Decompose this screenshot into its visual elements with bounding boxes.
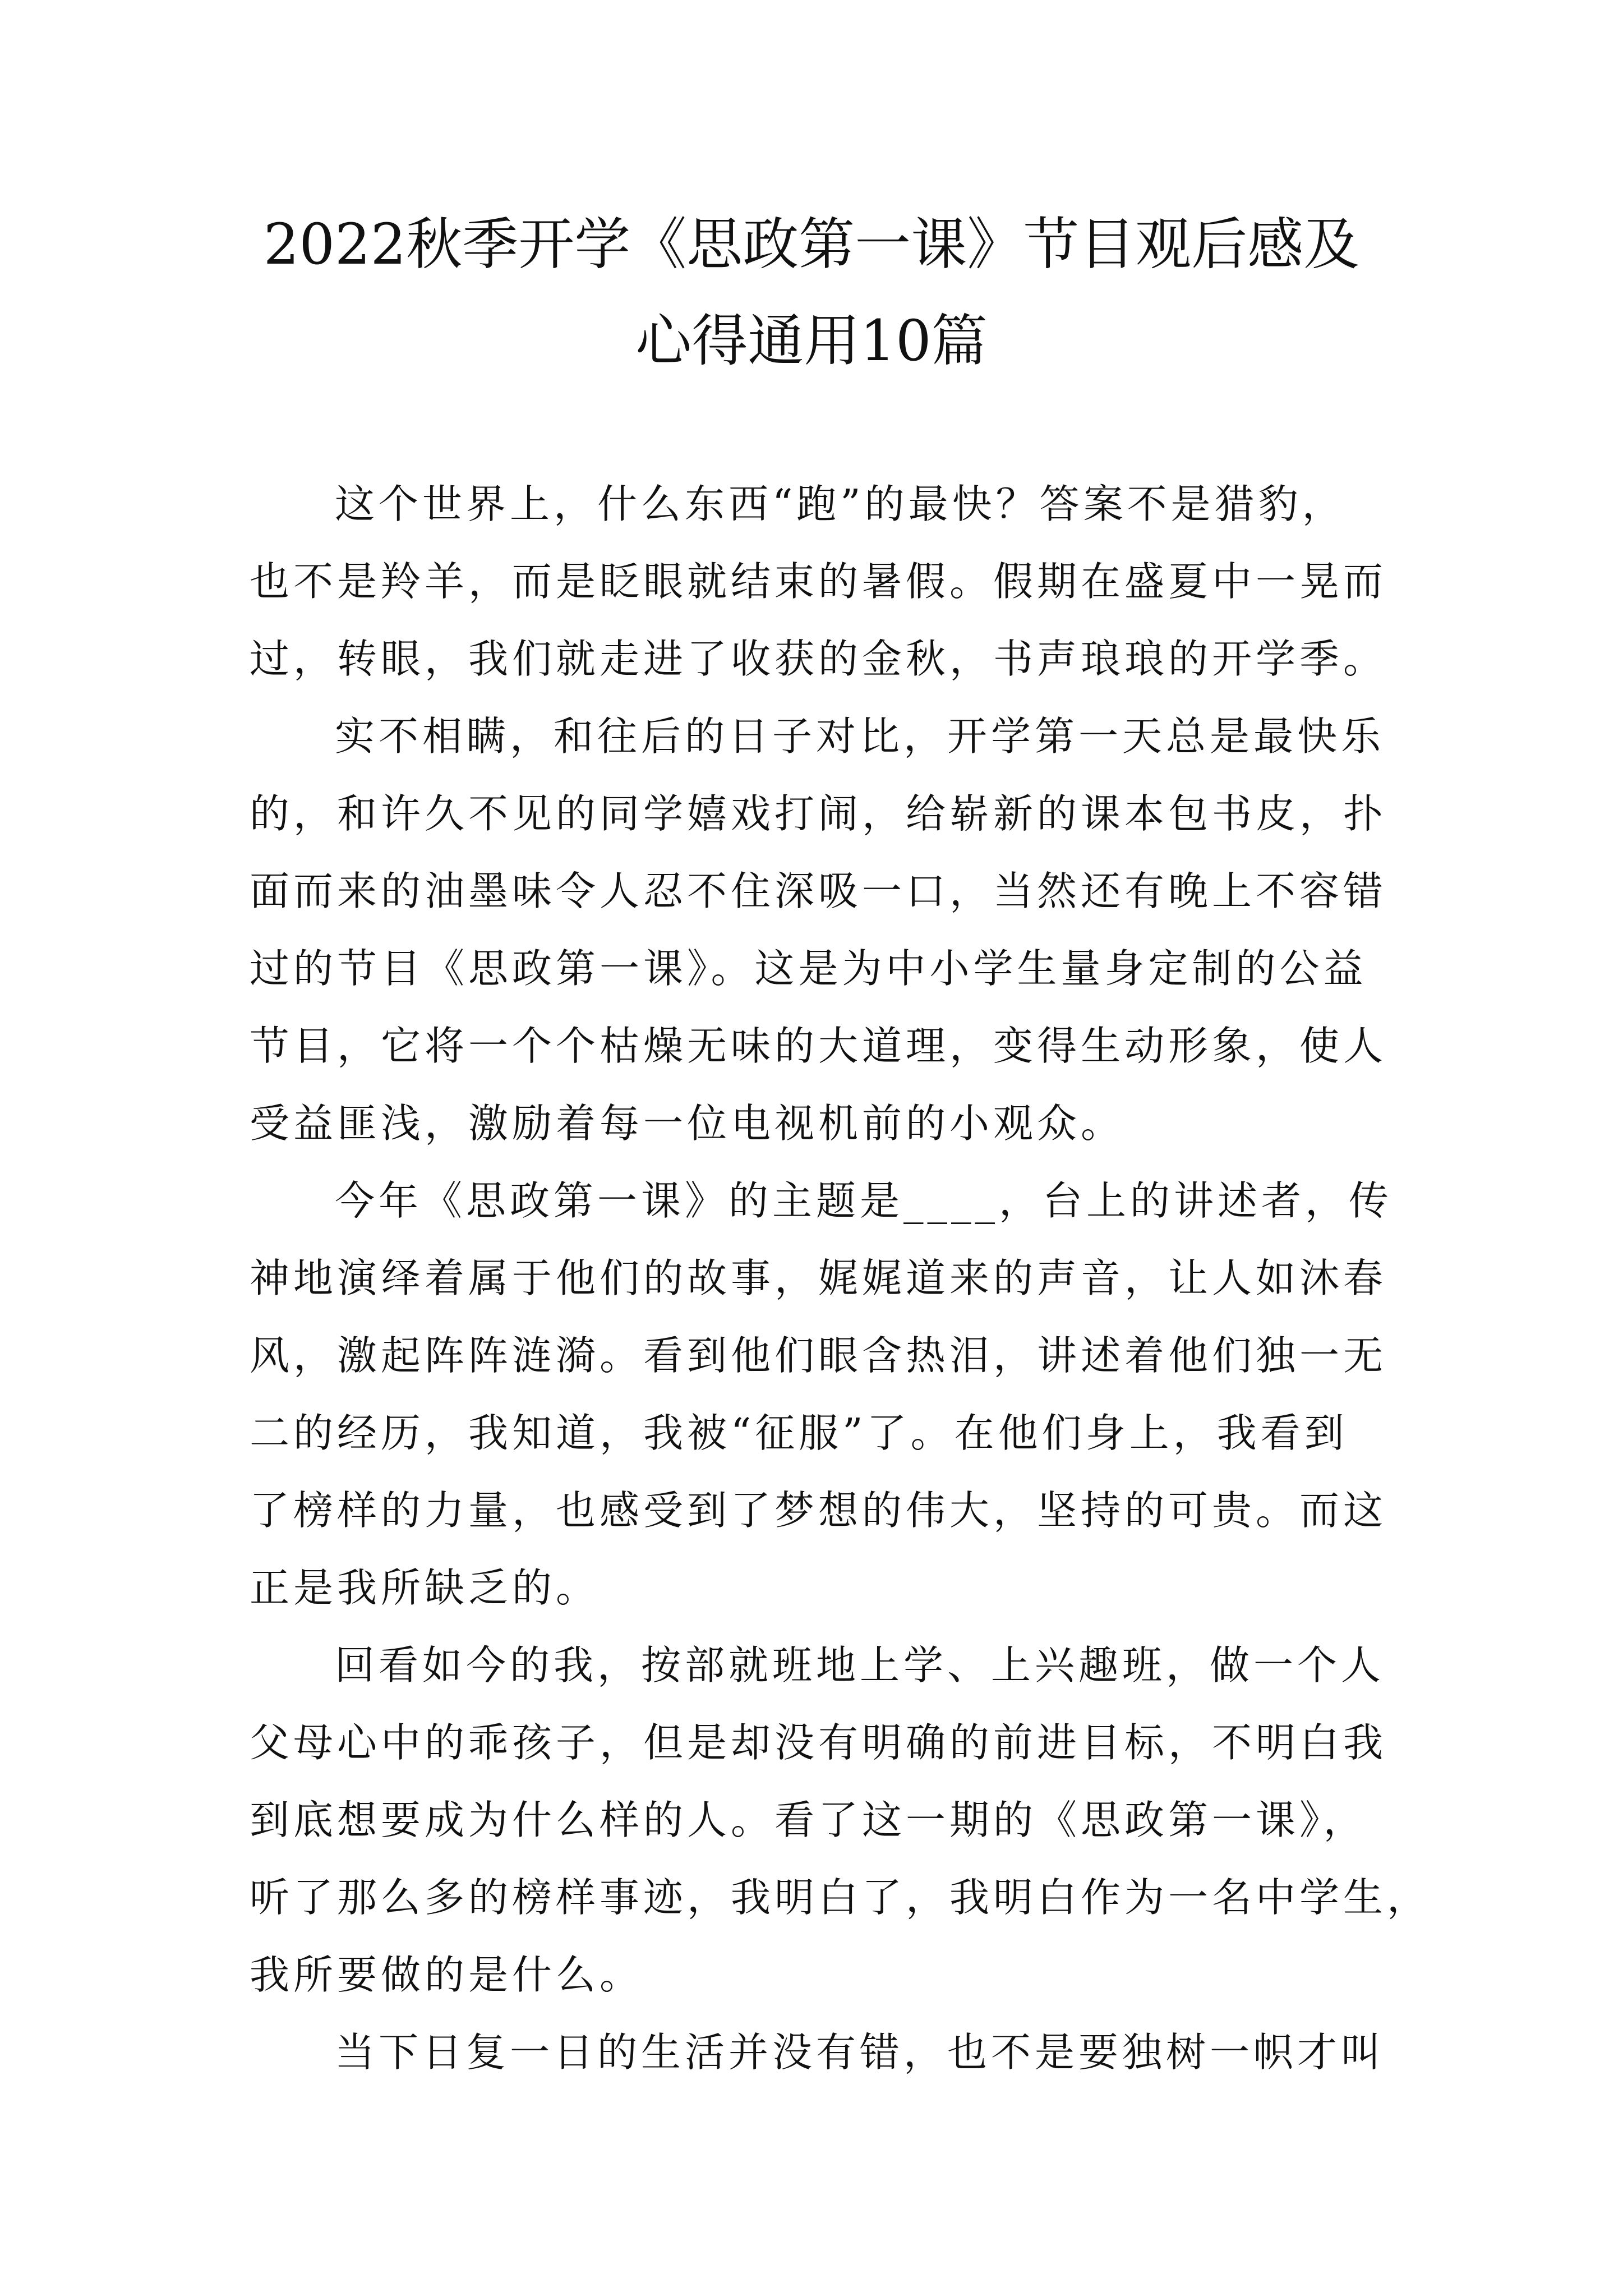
paragraph-line: 风，激起阵阵涟漪。看到他们眼含热泪，讲述着他们独一无 (250, 1332, 1387, 1379)
paragraph-3 (250, 1162, 1394, 1627)
paragraph-line: 实不相瞒，和往后的日子对比，开学第一天总是最快乐 (335, 713, 1385, 760)
paragraph-4 (250, 1627, 1431, 2014)
document-title (168, 196, 1455, 389)
paragraph-line: 过的节目《思政第一课》。这是为中小学生量身定制的公益 (250, 945, 1367, 992)
paragraph-line: 节目，它将一个个枯燥无味的大道理，变得生动形象，使人 (250, 1023, 1387, 1069)
paragraph-line: 回看如今的我，按部就班地上学、上兴趣班，做一个人 (335, 1642, 1385, 1688)
paragraph-line: 过，转眼，我们就走进了收获的金秋，书声琅琅的开学季。 (250, 636, 1387, 682)
paragraph-line: 也不是羚羊，而是眨眼就结束的暑假。假期在盛夏中一晃而 (250, 558, 1387, 605)
paragraph-line: 父母心中的乖孩子，但是却没有明确的前进目标，不明白我 (250, 1719, 1387, 1766)
paragraph-5 (250, 2014, 1394, 2091)
paragraph-line: 今年《思政第一课》的主题是____，台上的讲述者，传 (335, 1177, 1393, 1224)
paragraph-line: 到底想要成为什么样的人。看了这一期的《思政第一课》， (250, 1797, 1367, 1843)
paragraph-2 (250, 698, 1394, 1162)
paragraph-line: 我所要做的是什么。 (250, 1952, 644, 1998)
paragraph-line: 二的经历，我知道，我被“征服”了。在他们身上，我看到 (250, 1410, 1348, 1456)
paragraph-line: 面而来的油墨味令人忍不住深吸一口，当然还有晚上不容错 (250, 868, 1387, 914)
paragraph-line: 神地演绎着属于他们的故事，娓娓道来的声音，让人如沐春 (250, 1255, 1387, 1301)
paragraph-1 (250, 466, 1394, 698)
paragraph-line: 的，和许久不见的同学嬉戏打闹，给崭新的课本包书皮，扑 (250, 790, 1387, 837)
paragraph-line: 听了那么多的榜样事迹，我明白了，我明白作为一名中学生， (250, 1874, 1431, 1921)
title-line: 心得通用10篇 (635, 308, 988, 374)
paragraph-line: 当下日复一日的生活并没有错，也不是要独树一帜才叫 (335, 2029, 1385, 2076)
paragraph-line: 受益匪浅，激励着每一位电视机前的小观众。 (250, 1100, 1125, 1147)
paragraph-line: 正是我所缺乏的。 (250, 1565, 600, 1611)
paragraph-line: 这个世界上，什么东西“跑”的最快？答案不是猎豹， (335, 481, 1346, 527)
title-line: 2022秋季开学《思政第一课》节目观后感及 (263, 211, 1360, 277)
document-body (250, 466, 1431, 2091)
paragraph-line: 了榜样的力量，也感受到了梦想的伟大，坚持的可贵。而这 (250, 1487, 1387, 1534)
